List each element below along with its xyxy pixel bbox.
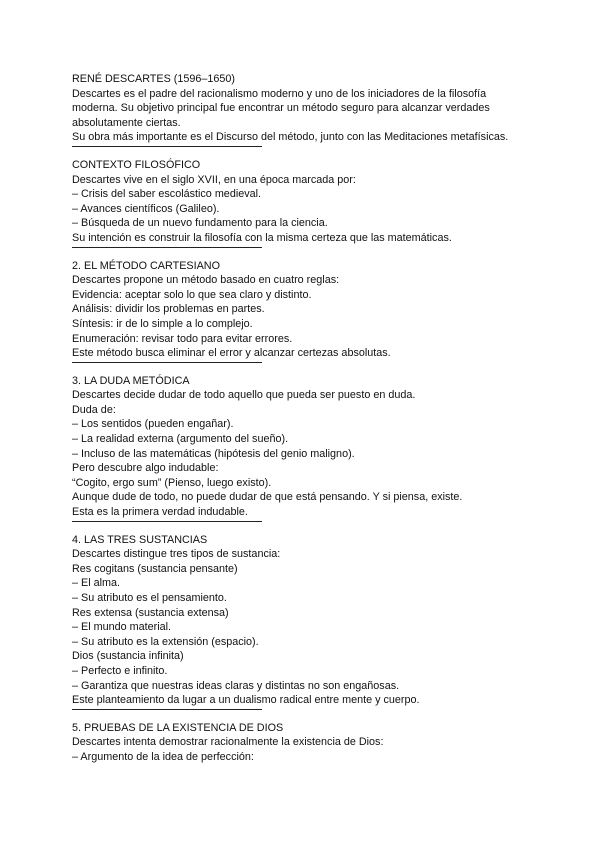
body-line: Res cogitans (sustancia pensante) [72,562,238,575]
section-1 [72,72,540,147]
body-line: Pero descubre algo indudable: [72,462,219,475]
body-line: Este planteamiento da lugar a un dualismo radical entre mente y cuerpo. [72,694,420,707]
section-heading: 2. EL MÉTODO CARTESIANO [72,259,220,272]
body-line: Evidencia: aceptar solo lo que sea claro y distinto. [72,288,312,301]
body-line: Descartes vive en el siglo XVII, en una época marcada por: [72,173,356,186]
section-2 [72,158,540,248]
body-line: Este método busca eliminar el error y alcanzar certezas absolutas. [72,347,391,360]
body-line: Dios (sustancia infinita) [72,650,184,663]
section-divider [72,146,262,147]
body-line: Descartes distingue tres tipos de sustancia: [72,548,281,561]
body-line: moderna. Su objetivo principal fue encontrar un método seguro para alcanzar verdades [72,102,490,115]
body-line: Esta es la primera verdad indudable. [72,506,248,519]
body-line: Descartes decide dudar de todo aquello que pueda ser puesto en duda. [72,389,416,402]
section-divider [72,362,262,363]
body-line: – Búsqueda de un nuevo fundamento para la ciencia. [72,217,328,230]
body-line: Descartes intenta demostrar racionalmente la existencia de Dios: [72,736,384,749]
body-line: Aunque dude de todo, no puede dudar de que está pensando. Y si piensa, existe. [72,491,463,504]
body-line: Descartes propone un método basado en cuatro reglas: [72,274,340,287]
body-line: – Incluso de las matemáticas (hipótesis del genio maligno). [72,447,355,460]
body-line: – La realidad externa (argumento del sueño). [72,433,289,446]
body-line: – Argumento de la idea de perfección: [72,750,254,763]
section-divider [72,247,262,248]
body-line: – El mundo material. [72,621,172,634]
body-line: Su obra más importante es el Discurso del método, junto con las Meditaciones metafísicas. [72,131,509,144]
section-heading: 4. LAS TRES SUSTANCIAS [72,533,208,546]
body-line: Su intención es construir la filosofía con la misma certeza que las matemáticas. [72,231,452,244]
body-line: Análisis: dividir los problemas en partes. [72,303,265,316]
section-6 [72,721,540,765]
body-line: – Los sentidos (pueden engañar). [72,418,234,431]
body-line: Síntesis: ir de lo simple a lo complejo. [72,317,253,330]
body-line: – Avances científicos (Galileo). [72,202,220,215]
body-line: – Su atributo es el pensamiento. [72,592,227,604]
body-line: “Cogito, ergo sum” (Pienso, luego existo). [72,476,272,489]
section-5 [72,533,540,710]
body-line: Res extensa (sustancia extensa) [72,606,229,619]
section-heading: CONTEXTO FILOSÓFICO [72,158,201,171]
body-line: – Su atributo es la extensión (espacio). [72,635,259,648]
body-line: Duda de: [72,403,116,416]
section-heading: 5. PRUEBAS DE LA EXISTENCIA DE DIOS [72,721,284,734]
body-line: – Crisis del saber escolástico medieval. [72,188,262,201]
body-line: absolutamente ciertas. [72,116,181,129]
body-line: Enumeración: revisar todo para evitar errores. [72,332,293,345]
body-line: Descartes es el padre del racionalismo moderno y uno de los iniciadores de la filosofía [72,87,487,100]
body-line: – El alma. [72,577,121,590]
section-4 [72,374,540,522]
section-heading: 3. LA DUDA METÓDICA [72,374,190,387]
body-line: – Perfecto e infinito. [72,664,168,677]
section-divider [72,709,262,710]
section-divider [72,521,262,522]
section-heading: RENÉ DESCARTES (1596–1650) [72,73,236,85]
section-3 [72,259,540,363]
body-line: – Garantiza que nuestras ideas claras y distintas no son engañosas. [72,679,400,692]
